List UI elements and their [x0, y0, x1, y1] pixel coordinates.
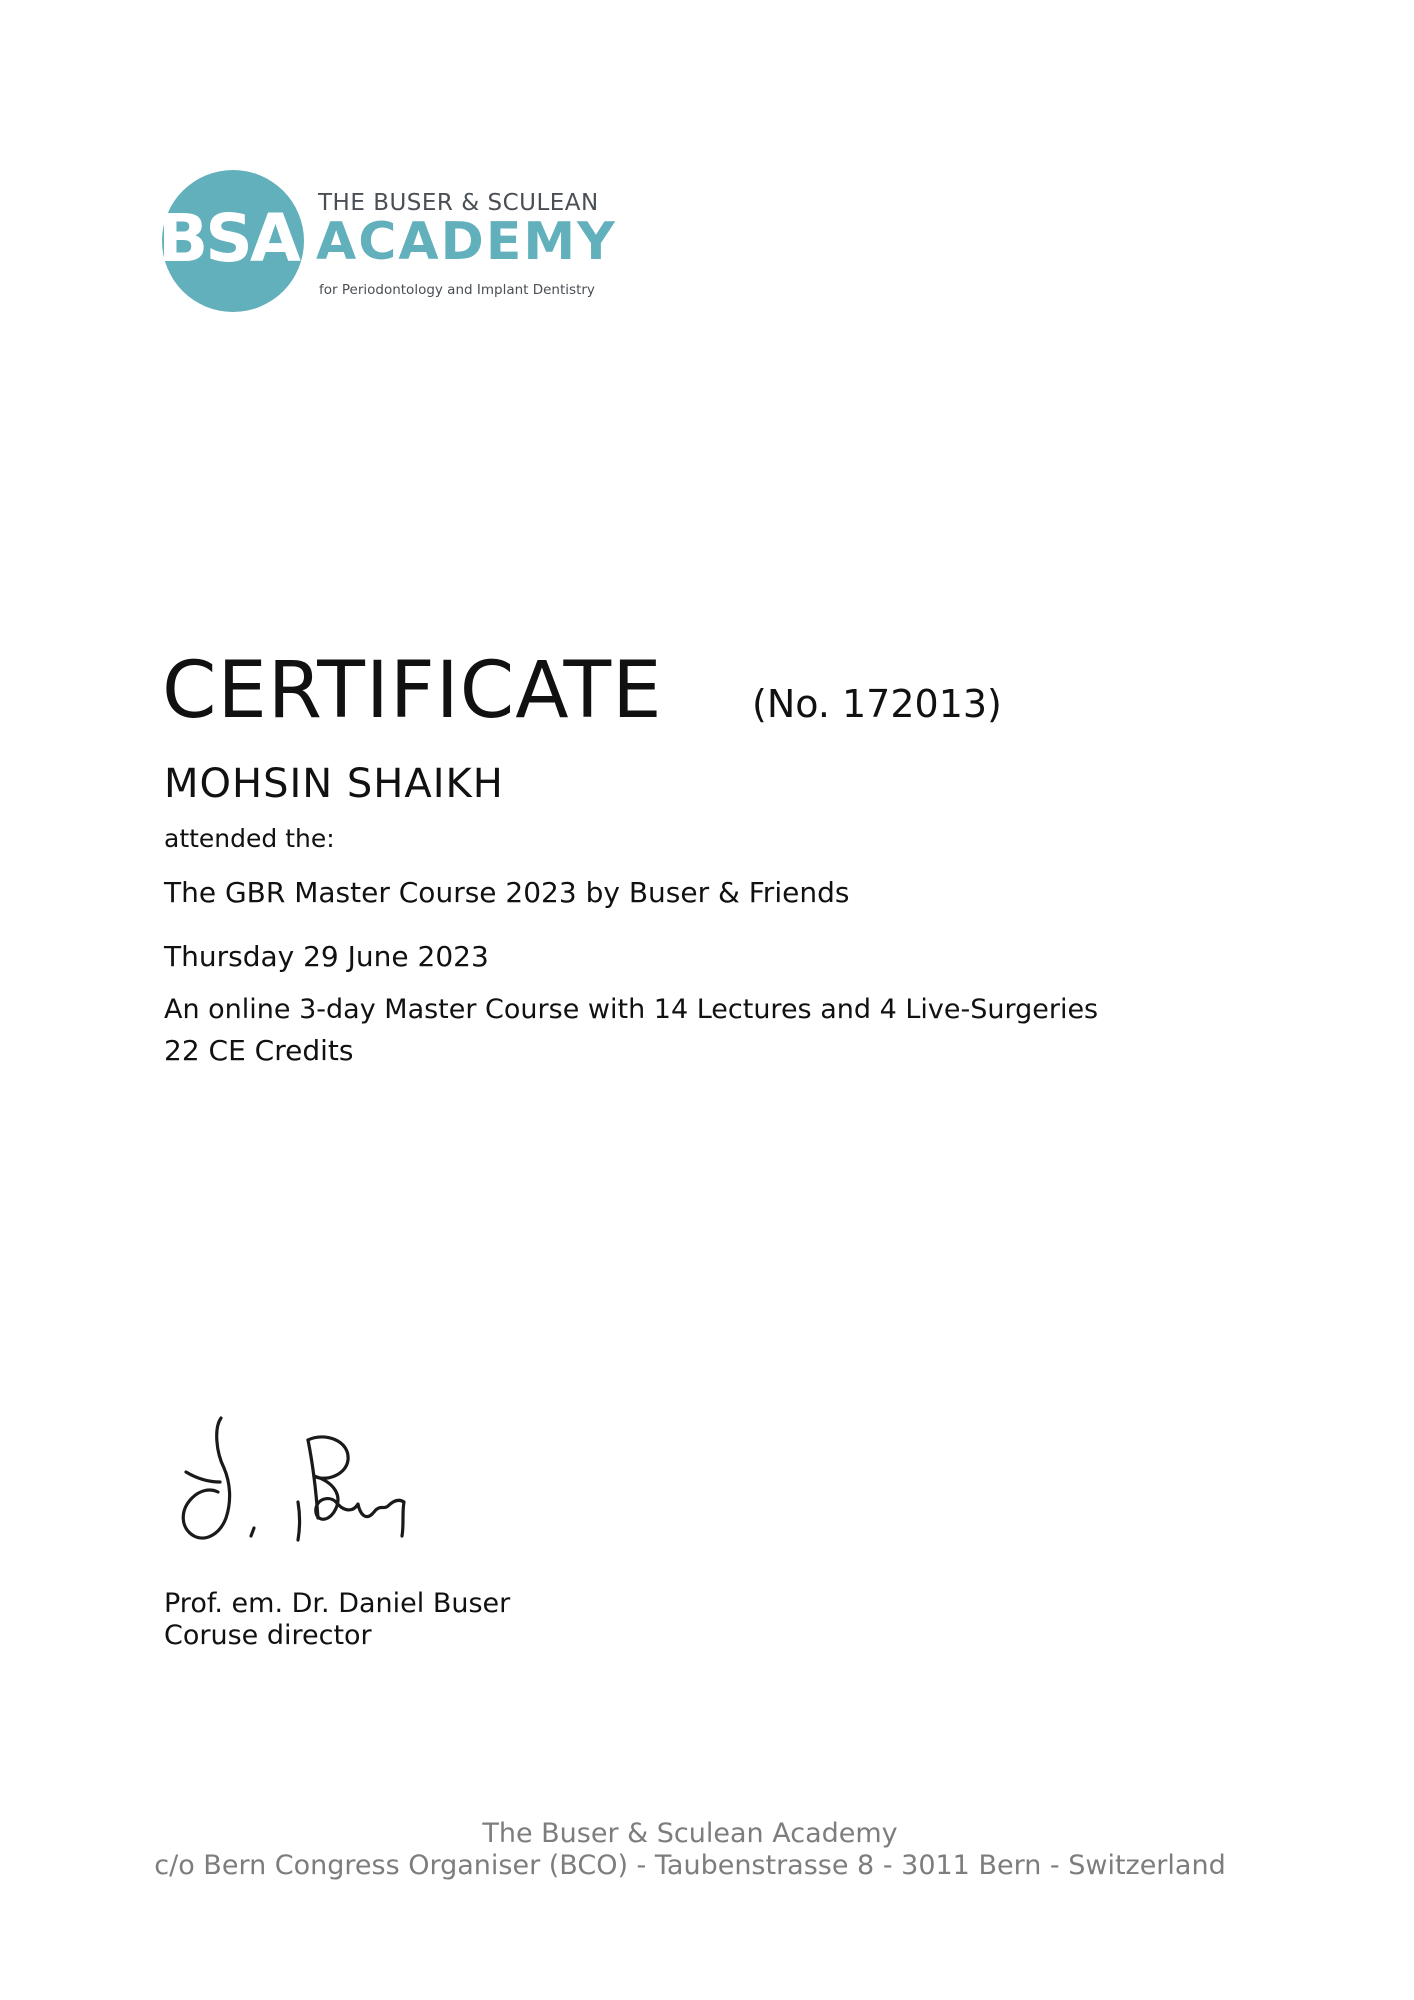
- footer-organization: The Buser & Sculean Academy: [482, 1818, 898, 1849]
- certificate-number: (No. 172013): [752, 682, 1002, 726]
- logo-line-2: ACADEMY: [316, 212, 617, 272]
- course-name: The GBR Master Course 2023 by Buser & Friends: [164, 876, 850, 909]
- ce-credits: 22 CE Credits: [164, 1034, 354, 1067]
- attended-label: attended the:: [164, 824, 335, 853]
- certificate-title: CERTIFICATE: [162, 646, 663, 736]
- signatory-role: Coruse director: [164, 1620, 372, 1651]
- signature-image: [166, 1400, 446, 1570]
- logo-line-1: THE BUSER & SCULEAN: [318, 190, 599, 216]
- recipient-name: MOHSIN SHAIKH: [164, 761, 504, 807]
- course-date: Thursday 29 June 2023: [164, 940, 489, 973]
- signatory-name: Prof. em. Dr. Daniel Buser: [164, 1588, 511, 1619]
- logo-abbreviation: BSA: [158, 200, 298, 277]
- course-description: An online 3-day Master Course with 14 Lectures and 4 Live-Surgeries: [164, 994, 1099, 1025]
- footer-address: c/o Bern Congress Organiser (BCO) - Taubenstrasse 8 - 3011 Bern - Switzerland: [154, 1850, 1226, 1882]
- academy-logo: [158, 168, 618, 318]
- logo-line-3: for Periodontology and Implant Dentistry: [319, 282, 595, 298]
- footer: [0, 1818, 1380, 1883]
